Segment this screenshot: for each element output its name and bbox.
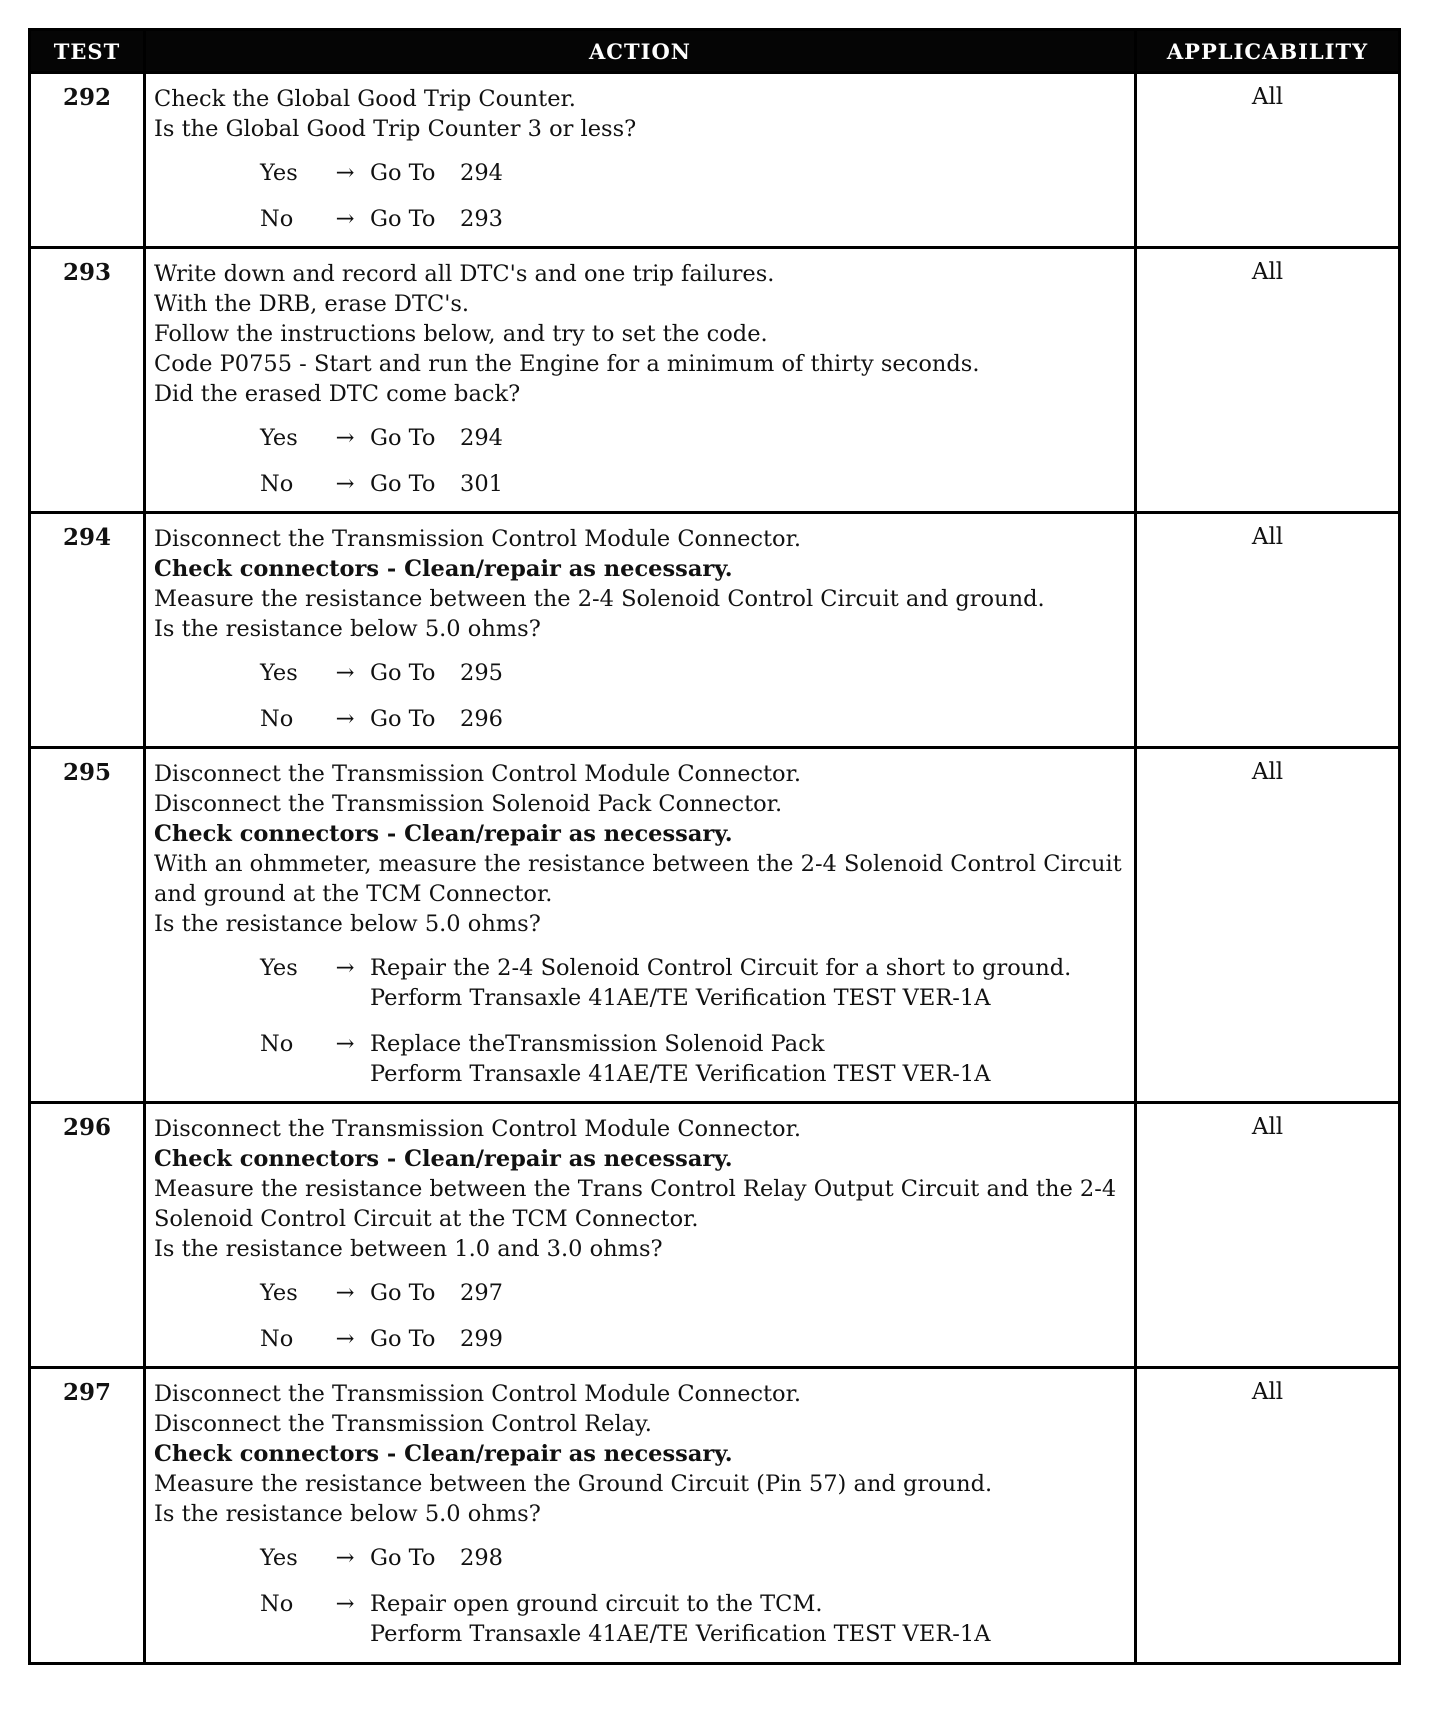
right-arrow-icon: → xyxy=(335,1591,355,1617)
goto-test-link[interactable]: 295 xyxy=(460,660,503,686)
no-branch[interactable] xyxy=(154,704,1126,734)
goto-test-link[interactable]: 294 xyxy=(460,160,503,186)
action-cell xyxy=(145,73,1136,248)
goto-test-link[interactable]: 297 xyxy=(460,1280,503,1306)
action-line: Follow the instructions below, and try to set the code. xyxy=(154,321,768,347)
action-line-emphasis: Check connectors - Clean/repair as necessary. xyxy=(154,1146,733,1172)
diagnostic-table xyxy=(28,28,1401,1665)
action-line: Check the Global Good Trip Counter. xyxy=(154,86,576,112)
applicability: All xyxy=(1136,1103,1400,1368)
action-cell xyxy=(145,513,1136,748)
action-line: Write down and record all DTC's and one trip failures. xyxy=(154,261,775,287)
yes-branch[interactable] xyxy=(154,1278,1126,1308)
right-arrow-icon: → xyxy=(335,706,355,732)
test-number: 293 xyxy=(30,248,145,513)
test-row-294 xyxy=(30,513,1400,748)
test-number: 292 xyxy=(30,73,145,248)
action-line: Measure the resistance between the Ground Circuit (Pin 57) and ground. xyxy=(154,1471,993,1497)
goto-test-link[interactable]: 296 xyxy=(460,706,503,732)
yes-label: Yes xyxy=(260,1545,298,1571)
action-line: Did the erased DTC come back? xyxy=(154,381,521,407)
action-line: Measure the resistance between the 2-4 Solenoid Control Circuit and ground. xyxy=(154,586,1045,612)
action-line: Disconnect the Transmission Solenoid Pack Connector. xyxy=(154,791,783,817)
action-line: Is the resistance between 1.0 and 3.0 ohms? xyxy=(154,1236,663,1262)
action-line: Disconnect the Transmission Control Module Connector. xyxy=(154,761,802,787)
right-arrow-icon: → xyxy=(335,425,355,451)
yes-branch[interactable] xyxy=(154,658,1126,688)
no-label: No xyxy=(260,206,294,232)
no-label: No xyxy=(260,1326,294,1352)
test-row-296 xyxy=(30,1103,1400,1368)
applicability: All xyxy=(1136,248,1400,513)
no-branch xyxy=(154,1589,1126,1649)
goto-label: Go To xyxy=(370,206,436,232)
goto-test-link[interactable]: 298 xyxy=(460,1545,503,1571)
goto-test-link[interactable]: 299 xyxy=(460,1326,503,1352)
action-line: Disconnect the Transmission Control Relay. xyxy=(154,1411,652,1437)
test-row-292 xyxy=(30,73,1400,248)
no-label: No xyxy=(260,706,294,732)
answers xyxy=(154,1278,1126,1354)
right-arrow-icon: → xyxy=(335,1545,355,1571)
applicability: All xyxy=(1136,1368,1400,1664)
goto-label: Go To xyxy=(370,471,436,497)
action-line-emphasis: Check connectors - Clean/repair as necessary. xyxy=(154,821,733,847)
action-line-emphasis: Check connectors - Clean/repair as necessary. xyxy=(154,556,733,582)
action-line: Is the resistance below 5.0 ohms? xyxy=(154,911,541,937)
answers xyxy=(154,953,1126,1089)
applicability: All xyxy=(1136,73,1400,248)
answers xyxy=(154,1543,1126,1649)
no-label: No xyxy=(260,471,294,497)
goto-label: Go To xyxy=(370,706,436,732)
header-action: ACTION xyxy=(145,30,1136,73)
action-cell xyxy=(145,248,1136,513)
action-cell xyxy=(145,1103,1136,1368)
right-arrow-icon: → xyxy=(335,1326,355,1352)
answers xyxy=(154,658,1126,734)
action-line: Is the Global Good Trip Counter 3 or less? xyxy=(154,116,637,142)
no-branch xyxy=(154,1029,1126,1089)
action-line: Disconnect the Transmission Control Module Connector. xyxy=(154,526,802,552)
action-line: Code P0755 - Start and run the Engine for a minimum of thirty seconds. xyxy=(154,351,980,377)
no-branch[interactable] xyxy=(154,469,1126,499)
test-row-297 xyxy=(30,1368,1400,1664)
action-line: Disconnect the Transmission Control Module Connector. xyxy=(154,1116,802,1142)
yes-branch[interactable] xyxy=(154,1543,1126,1573)
goto-label: Go To xyxy=(370,1280,436,1306)
action-line: Is the resistance below 5.0 ohms? xyxy=(154,616,541,642)
action-line: With an ohmmeter, measure the resistance between the 2-4 Solenoid Control Circuit and ground at the TCM Connector. xyxy=(154,851,1122,907)
repair-instruction: Replace theTransmission Solenoid Pack xyxy=(370,1031,825,1057)
goto-label: Go To xyxy=(370,425,436,451)
yes-label: Yes xyxy=(260,160,298,186)
right-arrow-icon: → xyxy=(335,955,355,981)
verification-instruction: Perform Transaxle 41AE/TE Verification TEST VER-1A xyxy=(370,1061,991,1087)
test-number: 296 xyxy=(30,1103,145,1368)
action-line: With the DRB, erase DTC's. xyxy=(154,291,470,317)
yes-label: Yes xyxy=(260,1280,298,1306)
no-label: No xyxy=(260,1031,294,1057)
action-line: Measure the resistance between the Trans Control Relay Output Circuit and the 2-4 Solenoid Control Circuit at the TCM Connector. xyxy=(154,1176,1117,1232)
goto-test-link[interactable]: 294 xyxy=(460,425,503,451)
test-number: 295 xyxy=(30,748,145,1103)
yes-label: Yes xyxy=(260,660,298,686)
yes-branch xyxy=(154,953,1126,1013)
answers xyxy=(154,423,1126,499)
answers xyxy=(154,158,1126,234)
right-arrow-icon: → xyxy=(335,1031,355,1057)
diagnostic-test-sheet xyxy=(28,28,1398,1665)
goto-label: Go To xyxy=(370,660,436,686)
test-number: 297 xyxy=(30,1368,145,1664)
goto-test-link[interactable]: 301 xyxy=(460,471,503,497)
applicability: All xyxy=(1136,513,1400,748)
no-branch[interactable] xyxy=(154,1324,1126,1354)
right-arrow-icon: → xyxy=(335,660,355,686)
repair-instruction: Repair open ground circuit to the TCM. xyxy=(370,1591,823,1617)
header-applicability: APPLICABILITY xyxy=(1136,30,1400,73)
test-number: 294 xyxy=(30,513,145,748)
goto-label: Go To xyxy=(370,160,436,186)
verification-instruction: Perform Transaxle 41AE/TE Verification TEST VER-1A xyxy=(370,1621,991,1647)
no-branch[interactable] xyxy=(154,204,1126,234)
action-line: Disconnect the Transmission Control Module Connector. xyxy=(154,1381,802,1407)
header-row xyxy=(30,30,1400,73)
action-line-emphasis: Check connectors - Clean/repair as necessary. xyxy=(154,1441,733,1467)
yes-branch[interactable] xyxy=(154,158,1126,188)
action-cell xyxy=(145,1368,1136,1664)
applicability: All xyxy=(1136,748,1400,1103)
goto-label: Go To xyxy=(370,1545,436,1571)
no-label: No xyxy=(260,1591,294,1617)
action-cell xyxy=(145,748,1136,1103)
action-line: Is the resistance below 5.0 ohms? xyxy=(154,1501,541,1527)
yes-label: Yes xyxy=(260,955,298,981)
goto-label: Go To xyxy=(370,1326,436,1352)
repair-instruction: Repair the 2-4 Solenoid Control Circuit for a short to ground. xyxy=(370,955,1072,981)
goto-test-link[interactable]: 293 xyxy=(460,206,503,232)
test-row-293 xyxy=(30,248,1400,513)
right-arrow-icon: → xyxy=(335,1280,355,1306)
right-arrow-icon: → xyxy=(335,160,355,186)
verification-instruction: Perform Transaxle 41AE/TE Verification TEST VER-1A xyxy=(370,985,991,1011)
right-arrow-icon: → xyxy=(335,471,355,497)
test-row-295 xyxy=(30,748,1400,1103)
yes-label: Yes xyxy=(260,425,298,451)
right-arrow-icon: → xyxy=(335,206,355,232)
yes-branch[interactable] xyxy=(154,423,1126,453)
header-test: TEST xyxy=(30,30,145,73)
